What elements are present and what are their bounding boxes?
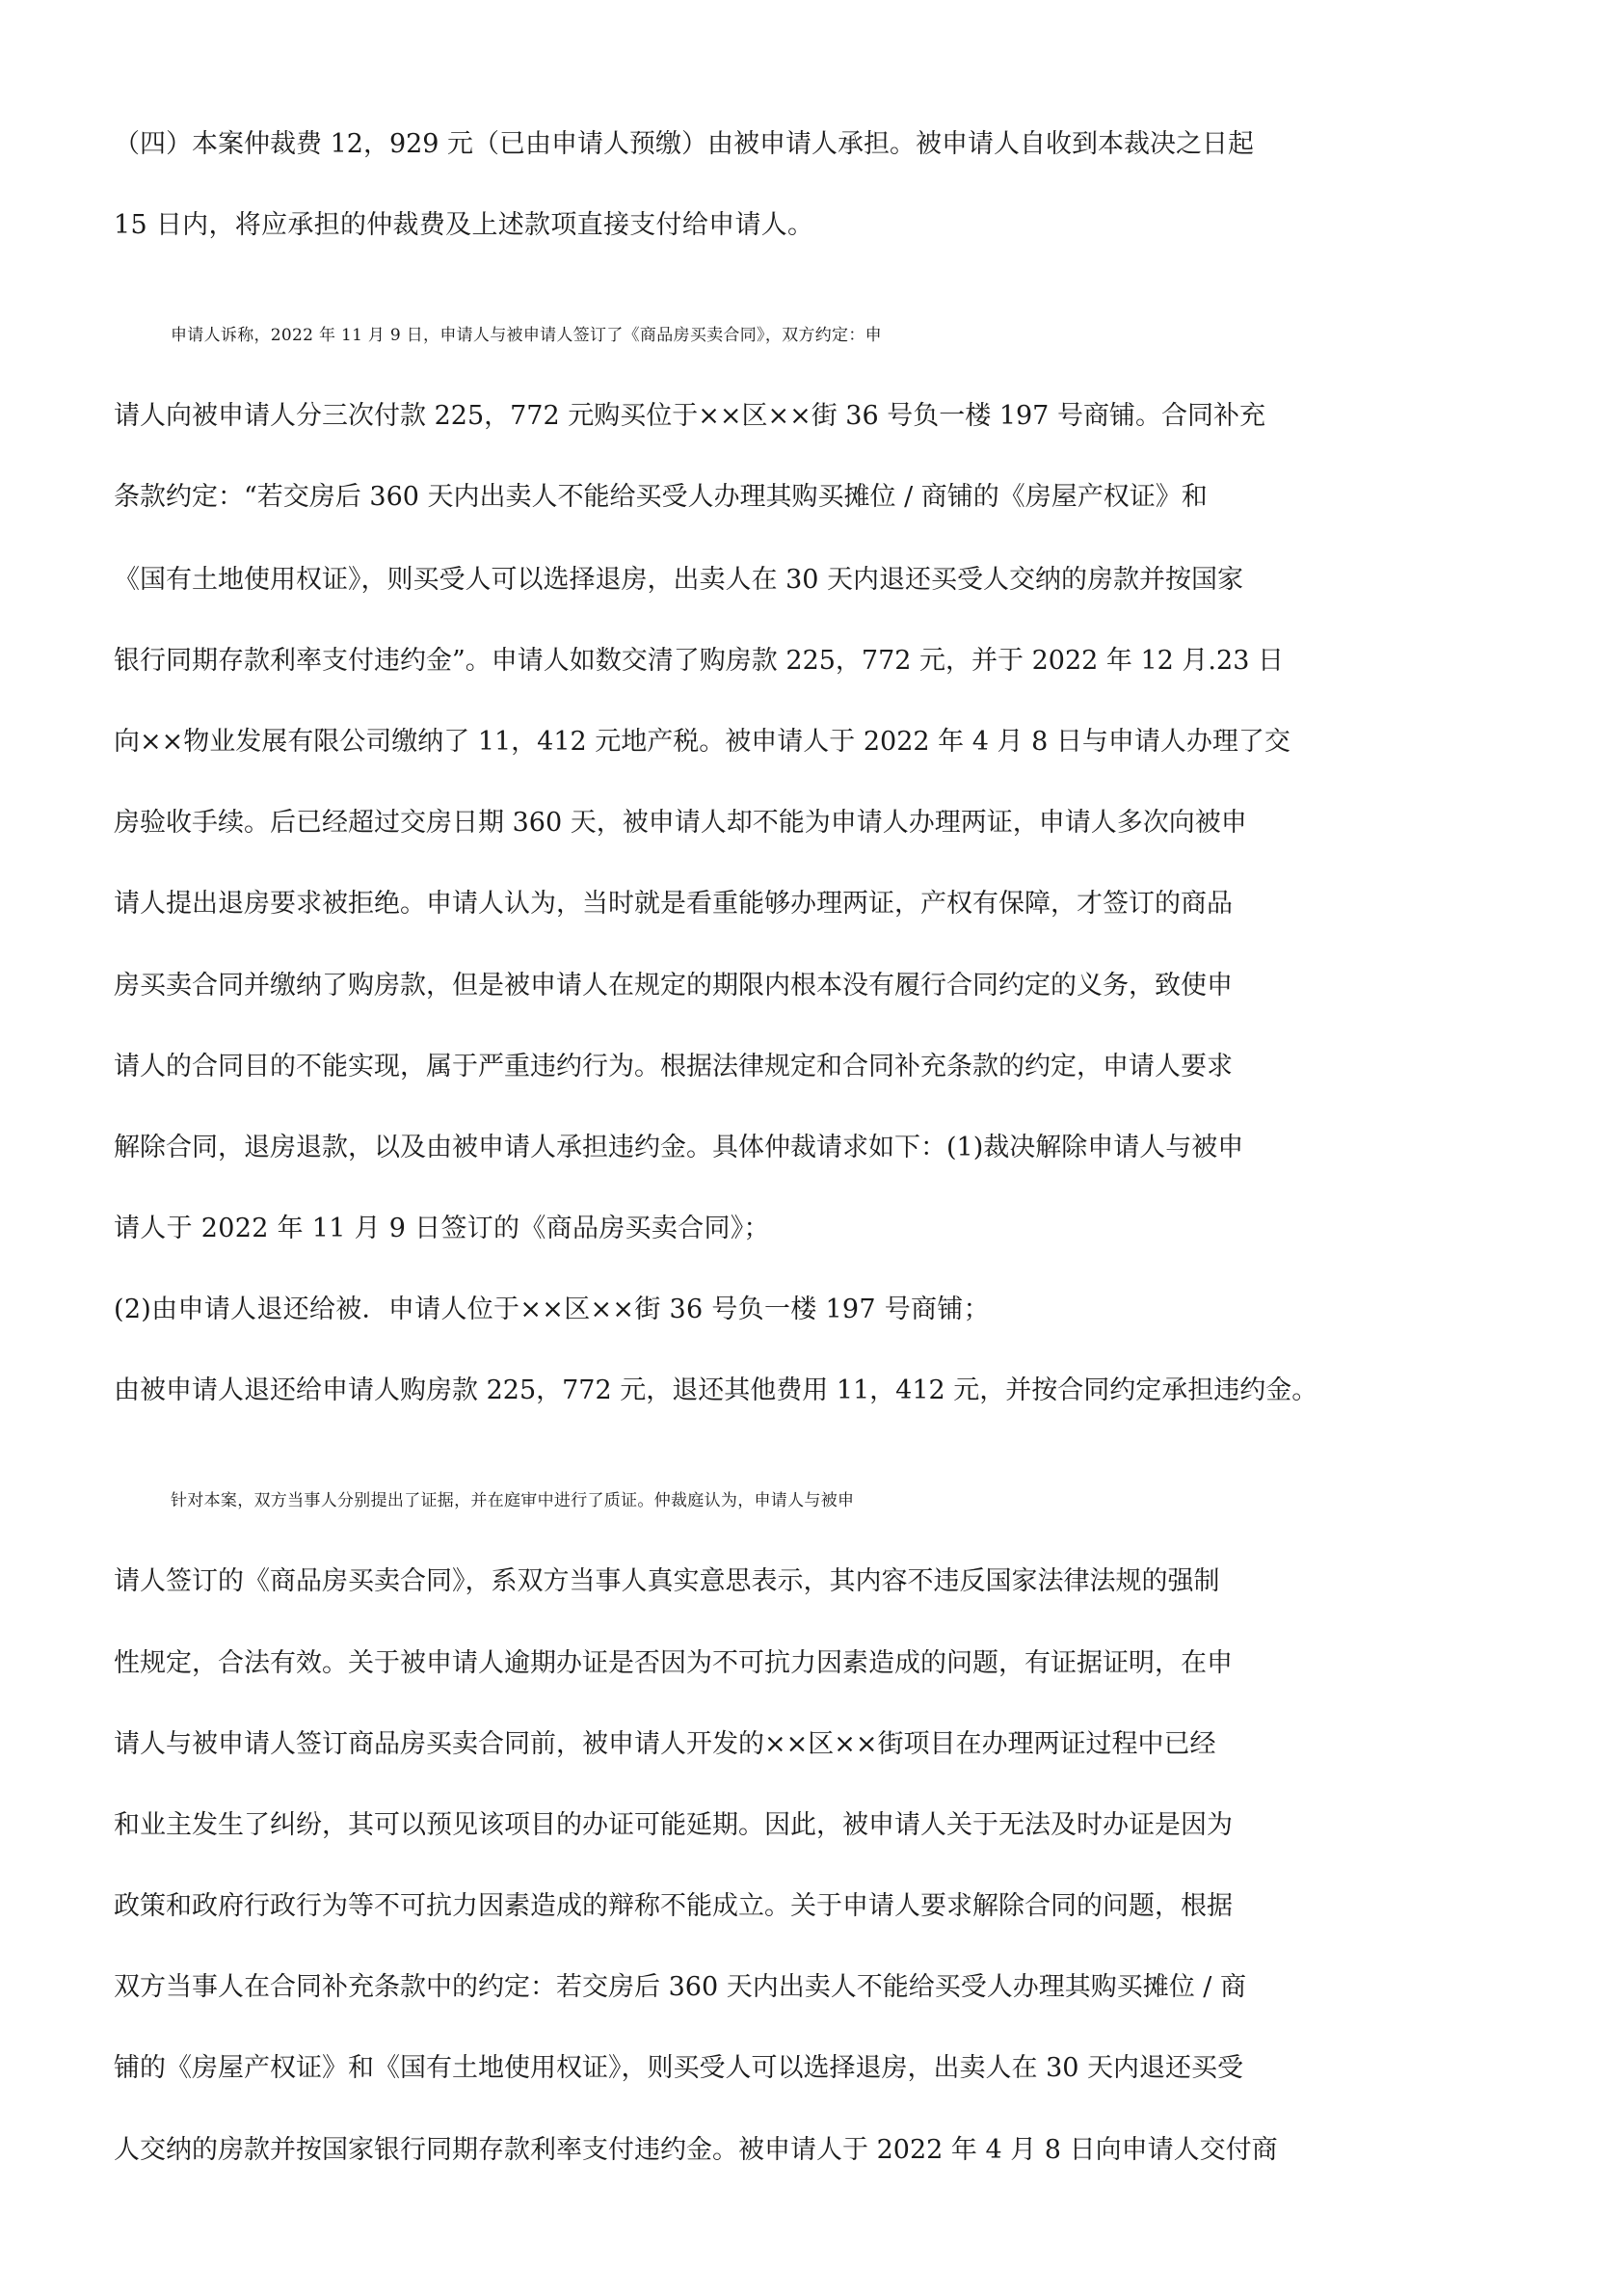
paragraph-2-line-2: 请人向被申请人分三次付款 225，772 元购买位于××区××街 36 号负一楼 197 号商铺。合同补充 [114, 401, 1265, 431]
paragraph-2-line-5: 银行同期存款利率支付违约金”。申请人如数交清了购房款 225，772 元，并于 2022 年 12 月.23 日 [114, 646, 1284, 676]
paragraph-1-line-2: 15 日内，将应承担的仲裁费及上述款项直接支付给申请人。 [114, 210, 814, 240]
paragraph-3-line-9: 人交纳的房款并按国家银行同期存款利率支付违约金。被申请人于 2022 年 4 月 8 日向申请人交付商 [114, 2135, 1278, 2165]
paragraph-2-line-11: 解除合同，退房退款，以及由被申请人承担违约金。具体仲裁请求如下：(1)裁决解除申请人与被申 [114, 1133, 1244, 1162]
paragraph-3-line-8: 铺的《房屋产权证》和《国有土地使用权证》，则买受人可以选择退房，出卖人在 30 天内退还买受 [114, 2053, 1244, 2083]
paragraph-2-line-8: 请人提出退房要求被拒绝。申请人认为，当时就是看重能够办理两证，产权有保障，才签订的商品 [114, 889, 1233, 919]
paragraph-2-line-4: 《国有土地使用权证》，则买受人可以选择退房，出卖人在 30 天内退还买受人交纳的房款并按国家 [114, 565, 1244, 595]
paragraph-2-line-13: (2)由申请人退还给被．申请人位于××区××街 36 号负一楼 197 号商铺； [114, 1295, 990, 1324]
paragraph-1-line-1: （四）本案仲裁费 12，929 元（已由申请人预缴）由被申请人承担。被申请人自收到本裁决之日起 [114, 129, 1255, 159]
paragraph-2-line-3: 条款约定：“若交房后 360 天内出卖人不能给买受人办理其购买摊位 / 商铺的《房屋产权证》和 [114, 482, 1208, 512]
paragraph-2-line-14: 由被申请人退还给申请人购房款 225，772 元，退还其他费用 11，412 元，并按合同约定承担违约金。 [114, 1375, 1318, 1405]
paragraph-3-line-3: 性规定，合法有效。关于被申请人逾期办证是否因为不可抗力因素造成的问题，有证据证明，在申 [114, 1648, 1233, 1678]
paragraph-3-line-7: 双方当事人在合同补充条款中的约定：若交房后 360 天内出卖人不能给买受人办理其购买摊位 / 商 [114, 1972, 1246, 2002]
paragraph-2-line-10: 请人的合同目的不能实现，属于严重违约行为。根据法律规定和合同补充条款的约定，申请人要求 [114, 1052, 1233, 1081]
paragraph-2-line-12: 请人于 2022 年 11 月 9 日签订的《商品房买卖合同》； [114, 1214, 770, 1243]
paragraph-3-line-5: 和业主发生了纠纷，其可以预见该项目的办证可能延期。因此，被申请人关于无法及时办证是因为 [114, 1810, 1233, 1840]
paragraph-2-line-9: 房买卖合同并缴纳了购房款，但是被申请人在规定的期限内根本没有履行合同约定的义务，致使申 [114, 971, 1233, 1001]
paragraph-3-line-4: 请人与被申请人签订商品房买卖合同前，被申请人开发的××区××街项目在办理两证过程中已经 [114, 1729, 1216, 1759]
paragraph-3-line-6: 政策和政府行政行为等不可抗力因素造成的辩称不能成立。关于申请人要求解除合同的问题，根据 [114, 1891, 1233, 1921]
paragraph-2-line-1: 申请人诉称，2022 年 11 月 9 日，申请人与被申请人签订了《商品房买卖合同》，双方约定：申 [171, 326, 882, 345]
paragraph-2-line-6: 向××物业发展有限公司缴纳了 11，412 元地产税。被申请人于 2022 年 4 月 8 日与申请人办理了交 [114, 727, 1290, 757]
paragraph-3-line-2: 请人签订的《商品房买卖合同》，系双方当事人真实意思表示，其内容不违反国家法律法规的强制 [114, 1566, 1220, 1596]
paragraph-2-line-7: 房验收手续。后已经超过交房日期 360 天，被申请人却不能为申请人办理两证，申请人多次向被申 [114, 808, 1247, 838]
paragraph-3-line-1: 针对本案，双方当事人分别提出了证据，并在庭审中进行了质证。仲裁庭认为，申请人与被申 [171, 1491, 855, 1510]
